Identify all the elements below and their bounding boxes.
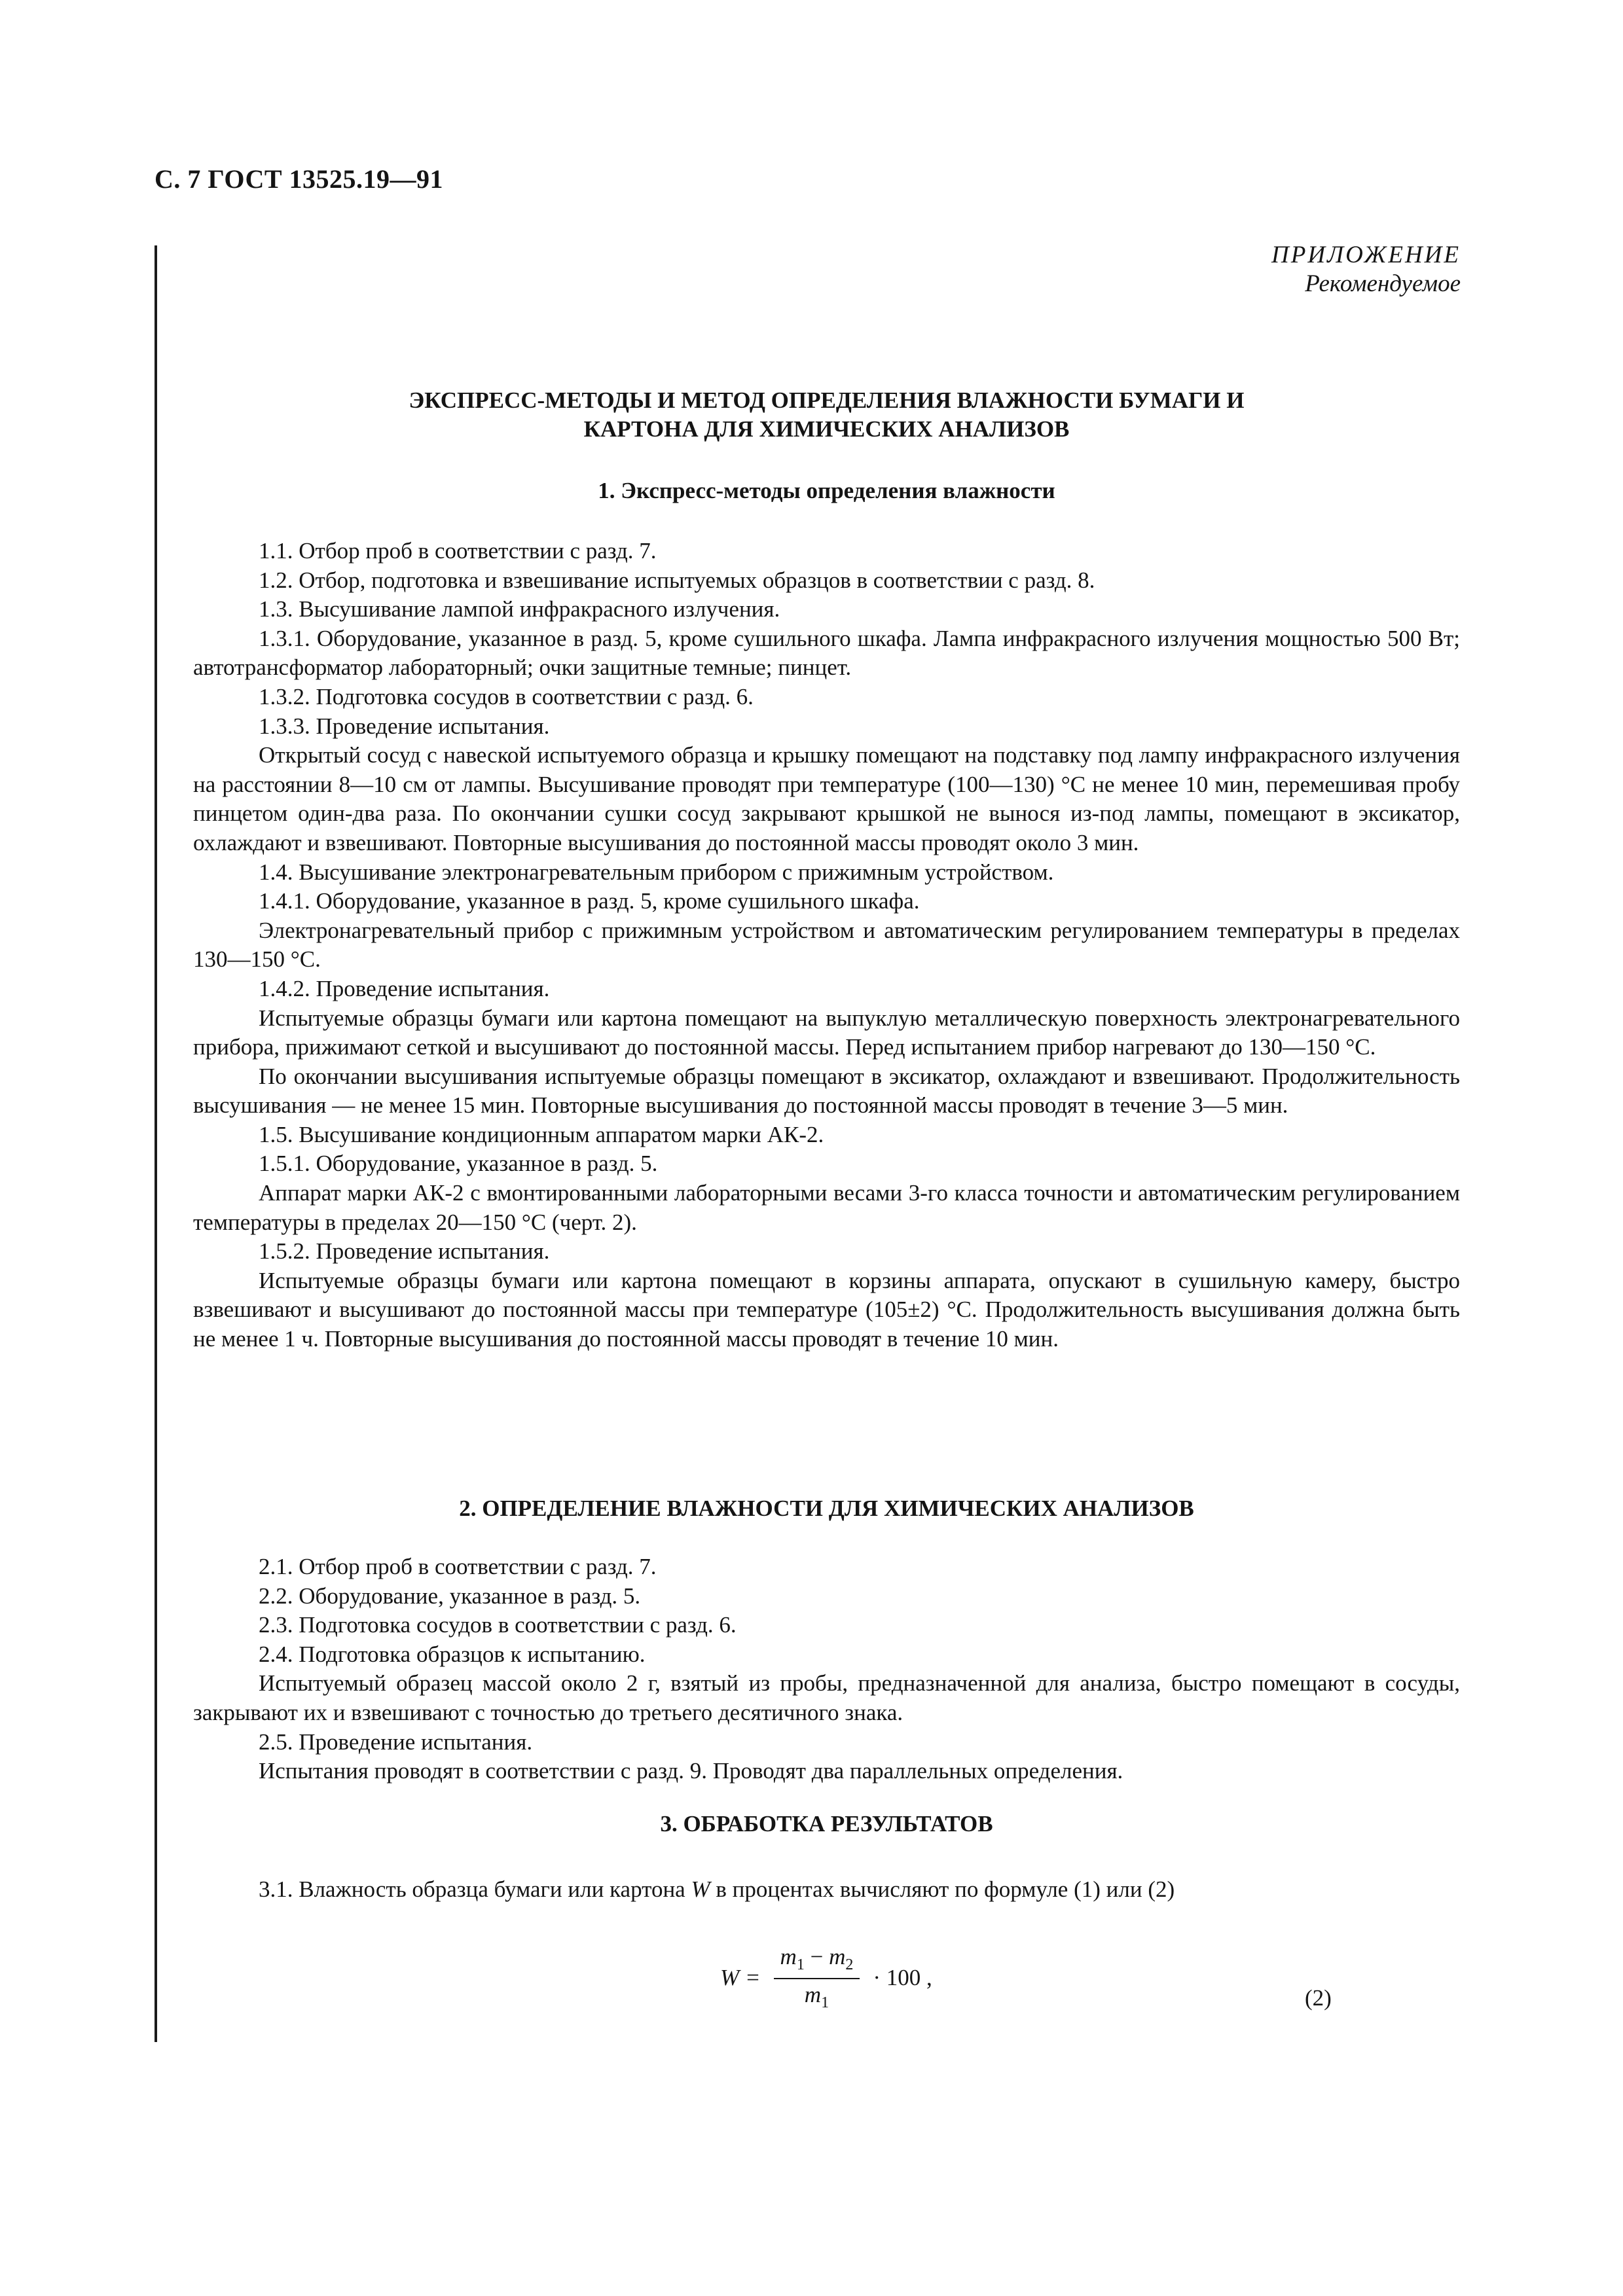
- margin-change-bar: [155, 245, 157, 2042]
- formula: [720, 1944, 932, 2012]
- formula-lhs: W =: [720, 1965, 761, 1990]
- numerator-minus: −: [804, 1944, 830, 1969]
- appendix-block: [1271, 241, 1461, 298]
- paragraph: 1.1. Отбор проб в соответствии с разд. 7.: [259, 538, 657, 564]
- paragraph: 2.2. Оборудование, указанное в разд. 5.: [259, 1583, 641, 1609]
- paragraph: 1.3.2. Подготовка сосудов в соответствии с разд. 6.: [259, 683, 754, 709]
- paragraph: По окончании высушивания испытуемые образцы помещают в эксикатор, охлаждают и взвешивают. Продолжительность высушивания — не менее 15 мин. Повторные высушивания до постоянной массы проводят в течение 3—5 мин.: [193, 1063, 1460, 1119]
- paragraph: Испытуемые образцы бумаги или картона помещают на выпуклую металлическую поверхность электронагревательного прибора, прижимают сеткой и высушивают до постоянной массы. Перед испытанием прибор нагревают до 130—150 °С.: [193, 1005, 1460, 1060]
- appendix-title: ПРИЛОЖЕНИЕ: [1271, 242, 1461, 268]
- main-title: [193, 386, 1460, 444]
- denominator-m1-sub: 1: [821, 1994, 830, 2011]
- paragraph: 1.3.3. Проведение испытания.: [259, 713, 550, 739]
- paragraph: [193, 1875, 1460, 1905]
- formula-denominator: [805, 1979, 829, 2012]
- paragraph: 1.4.2. Проведение испытания.: [259, 975, 550, 1001]
- paragraph-text: 3.1. Влажность образца бумаги или картона: [259, 1876, 691, 1902]
- paragraph: 1.2. Отбор, подготовка и взвешивание испытуемых образцов в соответствии с разд. 8.: [259, 567, 1095, 593]
- formula-rest: · 100 ,: [873, 1965, 932, 1990]
- variable-w: W: [691, 1876, 710, 1902]
- numerator-m1-sub: 1: [796, 1956, 805, 1973]
- numerator-m2: m: [829, 1944, 846, 1969]
- paragraph: 1.4. Высушивание электронагревательным прибором с прижимным устройством.: [259, 859, 1054, 885]
- paragraph: Электронагревательный прибор с прижимным устройством и автоматическим регулированием температуры в пределах 130—150 °С.: [193, 917, 1460, 973]
- paragraph: Открытый сосуд с навеской испытуемого образца и крышку помещают на подставку под лампу инфракрасного излучения на расстоянии 8—10 см от лампы. Высушивание проводят при температуре (100—130) °С не менее 10 мин, перемешивая пробу пинцетом один-два раза. По окончании сушки сосуд закрывают крышкой не вынося из-под лампы, помещают в эксикатор, охлаждают и взвешивают. Повторные высушивания до постоянной массы проводят около 3 мин.: [193, 742, 1460, 855]
- paragraph: Испытуемый образец массой около 2 г, взятый из пробы, предназначенной для анализа, быстро помещают в сосуды, закрывают их и взвешивают с точностью до третьего десятичного знака.: [193, 1670, 1460, 1725]
- formula-number: (2): [1305, 1985, 1332, 2011]
- section-1-body: [193, 537, 1460, 1354]
- paragraph: 2.1. Отбор проб в соответствии с разд. 7.: [259, 1554, 657, 1579]
- page-header: С. 7 ГОСТ 13525.19—91: [155, 164, 444, 194]
- paragraph: Аппарат марки АК-2 с вмонтированными лабораторными весами 3-го класса точности и автоматическим регулированием температуры в пределах 20—150 °С (черт. 2).: [193, 1180, 1460, 1235]
- paragraph: Испытания проводят в соответствии с разд. 9. Проводят два параллельных определения.: [259, 1758, 1123, 1784]
- paragraph: 1.3.1. Оборудование, указанное в разд. 5, кроме сушильного шкафа. Лампа инфракрасного излучения мощностью 500 Вт; автотрансформатор лабораторный; очки защитные темные; пинцет.: [193, 625, 1460, 681]
- paragraph: 2.4. Подготовка образцов к испытанию.: [259, 1641, 646, 1667]
- section-3-body: [193, 1875, 1460, 1905]
- section-2-title: 2. ОПРЕДЕЛЕНИЕ ВЛАЖНОСТИ ДЛЯ ХИМИЧЕСКИХ АНАЛИЗОВ: [459, 1496, 1194, 1521]
- main-title-line-2: КАРТОНА ДЛЯ ХИМИЧЕСКИХ АНАЛИЗОВ: [583, 416, 1070, 442]
- paragraph: 1.4.1. Оборудование, указанное в разд. 5, кроме сушильного шкафа.: [259, 888, 920, 914]
- section-2-body: [193, 1552, 1460, 1786]
- paragraph-text: в процентах вычисляют по формуле (1) или (2): [710, 1876, 1175, 1902]
- paragraph: 1.5.1. Оборудование, указанное в разд. 5.: [259, 1151, 658, 1177]
- denominator-m1: m: [804, 1982, 822, 2007]
- numerator-m1: m: [780, 1944, 797, 1969]
- appendix-status: Рекомендуемое: [1305, 270, 1461, 297]
- paragraph: Испытуемые образцы бумаги или картона помещают в корзины аппарата, опускают в сушильную камеру, быстро взвешивают и высушивают до постоянной массы при температуре (105±2) °С. Продолжительность высушивания должна быть не менее 1 ч. Повторные высушивания до постоянной массы проводят в течение 10 мин.: [193, 1267, 1460, 1352]
- paragraph: 1.5.2. Проведение испытания.: [259, 1238, 550, 1265]
- section-1-title: 1. Экспресс-методы определения влажности: [598, 478, 1055, 503]
- numerator-m2-sub: 2: [845, 1956, 854, 1973]
- formula-numerator: [774, 1944, 860, 1979]
- paragraph: 1.5. Высушивание кондиционным аппаратом марки АК-2.: [259, 1121, 824, 1147]
- paragraph: 1.3. Высушивание лампой инфракрасного излучения.: [259, 596, 780, 622]
- main-title-line-1: ЭКСПРЕСС-МЕТОДЫ И МЕТОД ОПРЕДЕЛЕНИЯ ВЛАЖНОСТИ БУМАГИ И: [409, 387, 1245, 413]
- formula-fraction: [774, 1944, 860, 2012]
- paragraph: 2.5. Проведение испытания.: [259, 1729, 533, 1755]
- section-3-title: 3. ОБРАБОТКА РЕЗУЛЬТАТОВ: [660, 1811, 993, 1837]
- paragraph: 2.3. Подготовка сосудов в соответствии с разд. 6.: [259, 1612, 737, 1638]
